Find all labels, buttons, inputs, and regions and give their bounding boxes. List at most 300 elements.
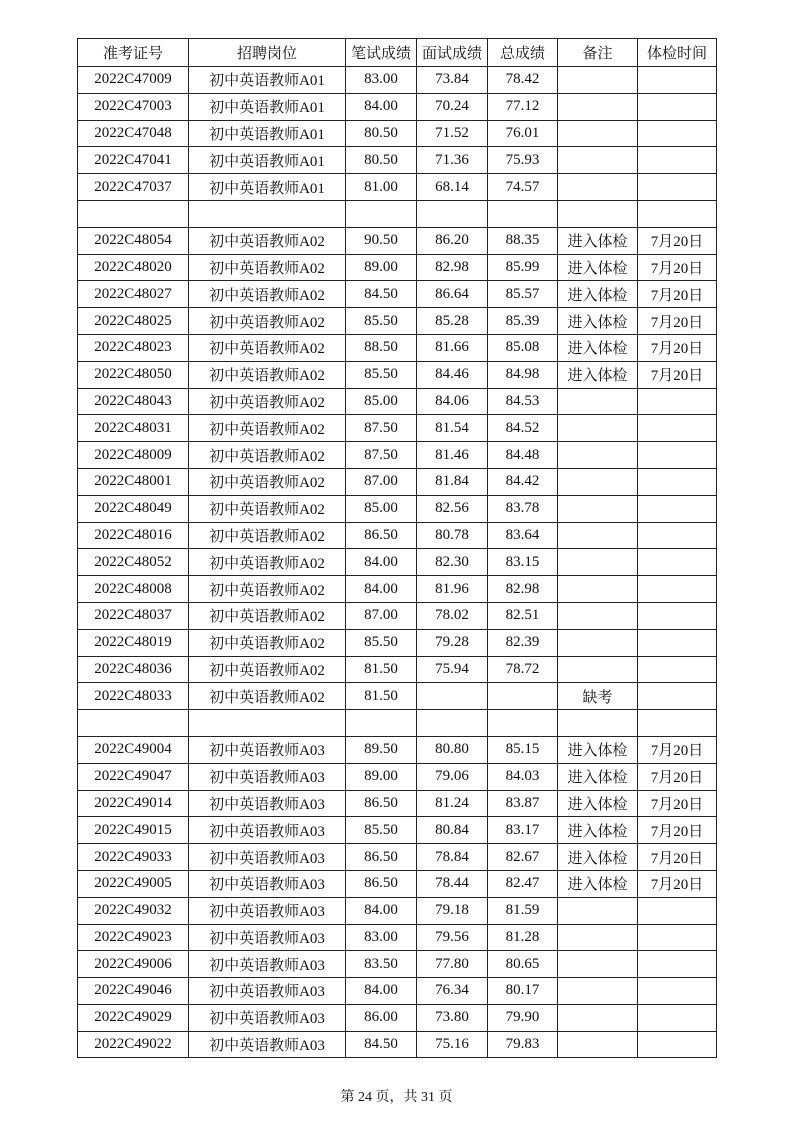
cell-interview-score: 73.80 [417,1004,488,1031]
cell-checkup-date [638,576,717,603]
cell-exam-id: 2022C49005 [78,870,189,897]
cell-remark: 进入体检 [558,844,638,871]
cell-written-score: 85.50 [346,629,417,656]
cell-exam-id: 2022C48054 [78,227,189,254]
cell-interview-score: 70.24 [417,93,488,120]
header-total-score: 总成绩 [488,39,558,67]
cell-exam-id: 2022C47041 [78,147,189,174]
cell-remark [558,442,638,469]
cell-position: 初中英语教师A02 [189,522,346,549]
cell-remark: 进入体检 [558,817,638,844]
cell-total-score: 82.51 [488,602,558,629]
cell-interview-score: 75.16 [417,1031,488,1058]
cell-checkup-date: 7月20日 [638,736,717,763]
table-row [78,683,717,710]
cell-remark [558,200,638,227]
cell-position: 初中英语教师A02 [189,281,346,308]
cell-exam-id: 2022C48008 [78,576,189,603]
cell-position: 初中英语教师A03 [189,1031,346,1058]
cell-exam-id: 2022C49046 [78,978,189,1005]
cell-exam-id: 2022C47003 [78,93,189,120]
cell-position: 初中英语教师A01 [189,120,346,147]
cell-exam-id: 2022C47009 [78,67,189,94]
table-header-row [78,39,717,67]
cell-position: 初中英语教师A03 [189,1004,346,1031]
cell-checkup-date: 7月20日 [638,227,717,254]
cell-checkup-date [638,147,717,174]
cell-exam-id: 2022C49006 [78,951,189,978]
cell-checkup-date [638,978,717,1005]
cell-written-score: 84.00 [346,93,417,120]
cell-interview-score: 82.30 [417,549,488,576]
cell-interview-score: 86.64 [417,281,488,308]
cell-checkup-date [638,1031,717,1058]
cell-total-score [488,710,558,737]
cell-total-score: 82.47 [488,870,558,897]
cell-total-score: 83.64 [488,522,558,549]
cell-checkup-date [638,93,717,120]
table-row [78,629,717,656]
cell-total-score: 81.28 [488,924,558,951]
cell-interview-score: 81.84 [417,468,488,495]
cell-position: 初中英语教师A02 [189,656,346,683]
cell-remark [558,549,638,576]
cell-remark [558,924,638,951]
cell-total-score: 88.35 [488,227,558,254]
cell-remark: 进入体检 [558,334,638,361]
cell-total-score: 76.01 [488,120,558,147]
table-row [78,120,717,147]
cell-remark [558,576,638,603]
cell-written-score: 86.00 [346,1004,417,1031]
cell-interview-score: 78.84 [417,844,488,871]
cell-interview-score: 71.36 [417,147,488,174]
cell-interview-score: 86.20 [417,227,488,254]
cell-exam-id: 2022C48027 [78,281,189,308]
cell-written-score: 83.00 [346,924,417,951]
cell-exam-id: 2022C49047 [78,763,189,790]
cell-exam-id: 2022C48023 [78,334,189,361]
cell-interview-score: 77.80 [417,951,488,978]
cell-interview-score: 85.28 [417,308,488,335]
cell-checkup-date: 7月20日 [638,763,717,790]
cell-checkup-date: 7月20日 [638,281,717,308]
cell-written-score: 84.00 [346,897,417,924]
cell-written-score: 81.50 [346,683,417,710]
page-number: 第 24 页，共 31 页 [340,1090,453,1105]
header-exam-id: 准考证号 [78,39,189,67]
header-position: 招聘岗位 [189,39,346,67]
cell-checkup-date [638,120,717,147]
cell-written-score: 85.00 [346,495,417,522]
cell-remark [558,522,638,549]
cell-total-score: 80.65 [488,951,558,978]
cell-total-score: 79.83 [488,1031,558,1058]
cell-position: 初中英语教师A02 [189,227,346,254]
header-remark: 备注 [558,39,638,67]
cell-interview-score: 79.28 [417,629,488,656]
cell-written-score: 85.50 [346,308,417,335]
cell-checkup-date [638,710,717,737]
cell-position: 初中英语教师A02 [189,602,346,629]
cell-interview-score: 84.46 [417,361,488,388]
cell-remark [558,120,638,147]
cell-total-score: 84.98 [488,361,558,388]
cell-exam-id: 2022C49014 [78,790,189,817]
cell-exam-id: 2022C49029 [78,1004,189,1031]
table-row [78,442,717,469]
cell-checkup-date [638,897,717,924]
header-written-score: 笔试成绩 [346,39,417,67]
cell-total-score: 83.15 [488,549,558,576]
cell-interview-score: 80.84 [417,817,488,844]
cell-total-score: 85.08 [488,334,558,361]
table-row [78,522,717,549]
cell-position: 初中英语教师A02 [189,308,346,335]
cell-total-score: 84.03 [488,763,558,790]
cell-written-score: 85.50 [346,361,417,388]
cell-written-score: 87.50 [346,442,417,469]
cell-position: 初中英语教师A03 [189,978,346,1005]
cell-position: 初中英语教师A02 [189,468,346,495]
table-row [78,790,717,817]
cell-exam-id [78,200,189,227]
cell-interview-score: 80.78 [417,522,488,549]
table-row [78,736,717,763]
cell-written-score: 84.00 [346,576,417,603]
cell-checkup-date [638,200,717,227]
cell-total-score: 78.42 [488,67,558,94]
header-interview-score: 面试成绩 [417,39,488,67]
cell-written-score: 86.50 [346,844,417,871]
table-row [78,1004,717,1031]
cell-remark [558,1004,638,1031]
cell-position: 初中英语教师A03 [189,817,346,844]
cell-interview-score: 81.66 [417,334,488,361]
cell-remark: 进入体检 [558,308,638,335]
cell-written-score [346,200,417,227]
table-row [78,308,717,335]
cell-position: 初中英语教师A01 [189,67,346,94]
cell-written-score: 87.00 [346,602,417,629]
cell-written-score: 89.00 [346,763,417,790]
cell-total-score: 81.59 [488,897,558,924]
header-checkup-date: 体检时间 [638,39,717,67]
cell-checkup-date [638,656,717,683]
cell-interview-score [417,710,488,737]
cell-remark [558,388,638,415]
cell-total-score: 83.78 [488,495,558,522]
cell-remark: 进入体检 [558,736,638,763]
cell-written-score: 83.00 [346,67,417,94]
cell-remark: 进入体检 [558,870,638,897]
cell-checkup-date [638,67,717,94]
table-row [78,763,717,790]
cell-written-score: 81.00 [346,174,417,201]
cell-written-score: 87.50 [346,415,417,442]
cell-remark: 进入体检 [558,281,638,308]
score-table [77,38,717,1058]
cell-total-score: 77.12 [488,93,558,120]
cell-exam-id: 2022C48033 [78,683,189,710]
cell-checkup-date: 7月20日 [638,254,717,281]
cell-interview-score: 81.96 [417,576,488,603]
cell-written-score: 86.50 [346,522,417,549]
cell-interview-score: 79.18 [417,897,488,924]
table-row [78,495,717,522]
table-row [78,93,717,120]
cell-written-score: 84.00 [346,549,417,576]
cell-position [189,200,346,227]
cell-total-score: 83.87 [488,790,558,817]
table-row [78,227,717,254]
cell-remark: 进入体检 [558,254,638,281]
cell-total-score: 85.39 [488,308,558,335]
cell-remark [558,897,638,924]
cell-total-score: 85.15 [488,736,558,763]
cell-remark [558,174,638,201]
cell-written-score: 90.50 [346,227,417,254]
cell-exam-id: 2022C48050 [78,361,189,388]
cell-exam-id: 2022C49004 [78,736,189,763]
cell-position: 初中英语教师A02 [189,576,346,603]
cell-remark: 进入体检 [558,227,638,254]
cell-checkup-date [638,388,717,415]
cell-written-score: 88.50 [346,334,417,361]
cell-checkup-date: 7月20日 [638,334,717,361]
table-row [78,844,717,871]
cell-written-score: 86.50 [346,790,417,817]
cell-total-score [488,683,558,710]
cell-total-score: 82.39 [488,629,558,656]
blank-row [78,200,717,227]
cell-written-score: 89.00 [346,254,417,281]
cell-total-score: 84.48 [488,442,558,469]
cell-exam-id: 2022C47037 [78,174,189,201]
cell-interview-score: 76.34 [417,978,488,1005]
cell-interview-score: 84.06 [417,388,488,415]
cell-checkup-date [638,495,717,522]
cell-checkup-date [638,468,717,495]
blank-row [78,710,717,737]
table-row [78,415,717,442]
cell-position: 初中英语教师A03 [189,844,346,871]
cell-remark [558,951,638,978]
cell-exam-id: 2022C48016 [78,522,189,549]
cell-exam-id: 2022C48052 [78,549,189,576]
cell-exam-id: 2022C49023 [78,924,189,951]
cell-exam-id: 2022C47048 [78,120,189,147]
cell-checkup-date [638,924,717,951]
cell-written-score: 87.00 [346,468,417,495]
cell-remark [558,710,638,737]
cell-total-score: 74.57 [488,174,558,201]
cell-checkup-date: 7月20日 [638,870,717,897]
cell-exam-id: 2022C48025 [78,308,189,335]
cell-total-score: 85.57 [488,281,558,308]
cell-interview-score: 81.54 [417,415,488,442]
cell-checkup-date [638,174,717,201]
cell-total-score: 79.90 [488,1004,558,1031]
cell-exam-id: 2022C48031 [78,415,189,442]
cell-total-score: 82.98 [488,576,558,603]
table-row [78,951,717,978]
cell-position: 初中英语教师A03 [189,951,346,978]
cell-written-score: 81.50 [346,656,417,683]
cell-interview-score: 82.98 [417,254,488,281]
cell-position: 初中英语教师A02 [189,442,346,469]
cell-total-score: 78.72 [488,656,558,683]
cell-checkup-date: 7月20日 [638,844,717,871]
cell-checkup-date [638,629,717,656]
cell-interview-score: 80.80 [417,736,488,763]
cell-position: 初中英语教师A01 [189,147,346,174]
cell-written-score: 86.50 [346,870,417,897]
cell-position: 初中英语教师A03 [189,897,346,924]
cell-position: 初中英语教师A01 [189,93,346,120]
cell-total-score: 83.17 [488,817,558,844]
cell-total-score: 84.53 [488,388,558,415]
cell-total-score [488,200,558,227]
table-row [78,174,717,201]
cell-position [189,710,346,737]
cell-remark [558,468,638,495]
table-row [78,602,717,629]
table-row [78,897,717,924]
cell-position: 初中英语教师A01 [189,174,346,201]
cell-total-score: 80.17 [488,978,558,1005]
cell-checkup-date: 7月20日 [638,308,717,335]
cell-remark [558,978,638,1005]
table-row [78,978,717,1005]
cell-position: 初中英语教师A02 [189,549,346,576]
cell-checkup-date: 7月20日 [638,790,717,817]
cell-exam-id: 2022C49033 [78,844,189,871]
cell-interview-score: 81.46 [417,442,488,469]
cell-total-score: 84.52 [488,415,558,442]
cell-total-score: 75.93 [488,147,558,174]
cell-position: 初中英语教师A02 [189,254,346,281]
table-row [78,147,717,174]
cell-exam-id [78,710,189,737]
cell-exam-id: 2022C48043 [78,388,189,415]
cell-checkup-date [638,683,717,710]
cell-written-score: 89.50 [346,736,417,763]
table-row [78,281,717,308]
cell-checkup-date [638,522,717,549]
table-row [78,924,717,951]
cell-written-score: 84.50 [346,281,417,308]
cell-written-score: 83.50 [346,951,417,978]
cell-checkup-date [638,442,717,469]
cell-exam-id: 2022C48049 [78,495,189,522]
cell-interview-score: 79.06 [417,763,488,790]
cell-remark: 进入体检 [558,361,638,388]
cell-interview-score: 82.56 [417,495,488,522]
table-row [78,817,717,844]
cell-position: 初中英语教师A03 [189,790,346,817]
cell-position: 初中英语教师A02 [189,683,346,710]
cell-exam-id: 2022C49032 [78,897,189,924]
cell-interview-score: 79.56 [417,924,488,951]
cell-exam-id: 2022C49022 [78,1031,189,1058]
cell-written-score: 80.50 [346,120,417,147]
cell-total-score: 82.67 [488,844,558,871]
cell-written-score: 84.00 [346,978,417,1005]
cell-position: 初中英语教师A02 [189,495,346,522]
cell-remark [558,147,638,174]
cell-exam-id: 2022C48001 [78,468,189,495]
cell-written-score: 85.50 [346,817,417,844]
cell-interview-score: 75.94 [417,656,488,683]
cell-remark: 进入体检 [558,763,638,790]
cell-checkup-date [638,1004,717,1031]
cell-checkup-date [638,951,717,978]
cell-position: 初中英语教师A03 [189,924,346,951]
cell-remark [558,629,638,656]
table-row [78,549,717,576]
cell-interview-score: 68.14 [417,174,488,201]
table-row [78,656,717,683]
cell-position: 初中英语教师A03 [189,736,346,763]
cell-written-score: 84.50 [346,1031,417,1058]
table-row [78,1031,717,1058]
cell-interview-score [417,683,488,710]
cell-remark: 缺考 [558,683,638,710]
cell-total-score: 85.99 [488,254,558,281]
cell-position: 初中英语教师A03 [189,870,346,897]
cell-position: 初中英语教师A02 [189,361,346,388]
cell-remark [558,602,638,629]
cell-remark [558,656,638,683]
cell-written-score: 80.50 [346,147,417,174]
cell-remark: 进入体检 [558,790,638,817]
cell-position: 初中英语教师A02 [189,629,346,656]
cell-interview-score: 71.52 [417,120,488,147]
cell-remark [558,1031,638,1058]
table-row [78,334,717,361]
cell-interview-score [417,200,488,227]
table-row [78,254,717,281]
cell-exam-id: 2022C48037 [78,602,189,629]
cell-total-score: 84.42 [488,468,558,495]
cell-position: 初中英语教师A02 [189,334,346,361]
cell-exam-id: 2022C48020 [78,254,189,281]
cell-exam-id: 2022C49015 [78,817,189,844]
cell-exam-id: 2022C48009 [78,442,189,469]
cell-position: 初中英语教师A02 [189,388,346,415]
table-row [78,468,717,495]
cell-interview-score: 73.84 [417,67,488,94]
table-row [78,870,717,897]
cell-remark [558,93,638,120]
table-row [78,576,717,603]
cell-position: 初中英语教师A03 [189,763,346,790]
cell-remark [558,495,638,522]
cell-position: 初中英语教师A02 [189,415,346,442]
cell-checkup-date [638,549,717,576]
cell-checkup-date [638,415,717,442]
cell-remark [558,415,638,442]
table-row [78,67,717,94]
cell-checkup-date: 7月20日 [638,361,717,388]
cell-interview-score: 81.24 [417,790,488,817]
cell-written-score: 85.00 [346,388,417,415]
cell-checkup-date: 7月20日 [638,817,717,844]
cell-interview-score: 78.44 [417,870,488,897]
cell-interview-score: 78.02 [417,602,488,629]
table-row [78,388,717,415]
